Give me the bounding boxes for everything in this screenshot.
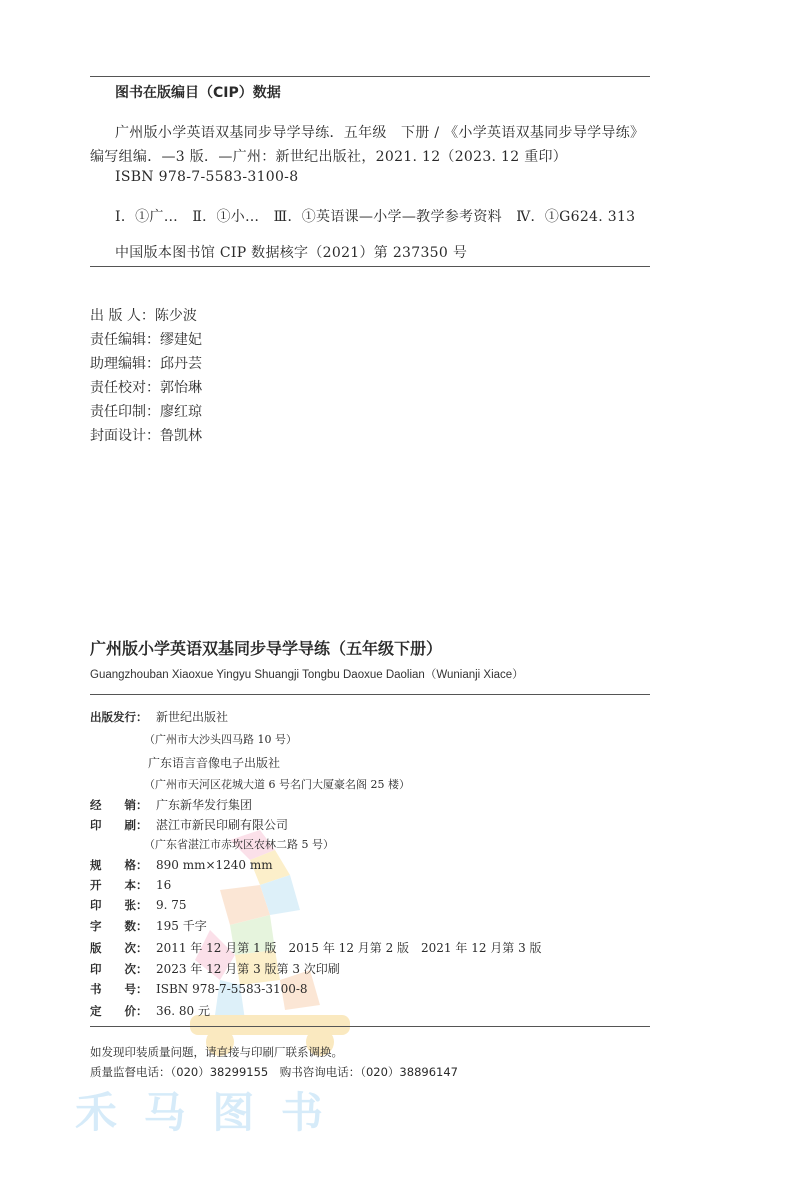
publisher-address-2: （广州市天河区花城大道 6 号名门大厦豪名阁 25 楼） xyxy=(144,778,410,791)
cip-bottom-rule xyxy=(90,266,650,267)
price-value: 36. 80 元 xyxy=(156,1004,210,1018)
staff-row xyxy=(90,305,197,325)
imprint-bottom-rule xyxy=(90,1026,650,1027)
distributor-name: 广东新华发行集团 xyxy=(156,798,253,812)
imprint-label: 版 次： xyxy=(90,941,148,955)
staff-name: 廖红琼 xyxy=(160,404,202,420)
imprint-price xyxy=(90,1002,210,1019)
book-title-pinyin: Guangzhouban Xiaoxue Yingyu Shuangji Tongbu Daoxue Daolian（Wunianji Xiace） xyxy=(90,669,524,681)
imprint-label: 字 数： xyxy=(90,919,148,933)
cip-top-rule xyxy=(90,76,650,77)
imprint-label: 印 张： xyxy=(90,898,148,912)
imprint-publisher xyxy=(90,708,228,725)
imprint-words xyxy=(90,917,207,934)
sheets-value: 9. 75 xyxy=(156,898,187,912)
imprint-label: 出版发行： xyxy=(90,710,148,724)
staff-role: 封面设计： xyxy=(90,428,160,444)
imprint-edition xyxy=(90,939,542,956)
printer-address: （广东省湛江市赤坎区农林二路 5 号） xyxy=(144,838,334,851)
imprint-kai xyxy=(90,877,171,893)
imprint-label: 书 号： xyxy=(90,982,148,996)
imprint-top-rule xyxy=(90,694,650,695)
isbn-value: ISBN 978-7-5583-3100-8 xyxy=(156,982,308,996)
edition-value: 2011 年 12 月第 1 版 2015 年 12 月第 2 版 2021 年 12 月第 3 版 xyxy=(156,941,542,955)
imprint-sheets xyxy=(90,897,187,913)
staff-name: 邱丹芸 xyxy=(160,356,202,372)
book-title: 广州版小学英语双基同步导学导练（五年级下册） xyxy=(90,639,443,658)
cip-heading: 图书在版编目（CIP）数据 xyxy=(115,85,281,101)
imprint-isbn xyxy=(90,981,308,997)
staff-role: 责任印制： xyxy=(90,404,160,420)
kai-value: 16 xyxy=(156,878,172,892)
cip-description-line2: 编写组编．—3 版．—广州：新世纪出版社，2021. 12（2023. 12 重印） xyxy=(90,149,568,165)
publisher-name-2: 广东语言音像电子出版社 xyxy=(148,756,281,770)
contact-phones: 质量监督电话：（020）38299155 购书咨询电话：（020）38896147 xyxy=(90,1065,458,1079)
staff-row xyxy=(90,377,202,397)
staff-name: 缪建妃 xyxy=(160,332,202,348)
watermark-text: 禾 马 图 书 xyxy=(75,1088,329,1137)
cip-record-number: 中国版本图书馆 CIP 数据核字（2021）第 237350 号 xyxy=(115,245,468,261)
imprint-printer xyxy=(90,816,288,833)
staff-name: 鲁凯林 xyxy=(160,428,202,444)
printing-value: 2023 年 12 月第 3 版第 3 次印刷 xyxy=(156,962,340,976)
staff-row xyxy=(90,425,202,445)
staff-name: 郭怡琳 xyxy=(160,380,202,396)
printer-name: 湛江市新民印刷有限公司 xyxy=(156,818,289,832)
staff-name: 陈少波 xyxy=(154,308,197,324)
cip-isbn: ISBN 978-7-5583-3100-8 xyxy=(115,169,299,185)
imprint-label: 定 价： xyxy=(90,1004,148,1018)
words-value: 195 千字 xyxy=(156,919,207,933)
cip-description-line1: 广州版小学英语双基同步导学导练．五年级 下册 / 《小学英语双基同步导学导练》 xyxy=(115,125,645,141)
publisher-address: （广州市大沙头四马路 10 号） xyxy=(144,733,297,746)
imprint-format xyxy=(90,857,273,873)
imprint-printing xyxy=(90,960,340,977)
staff-row xyxy=(90,401,202,421)
imprint-label: 印 刷： xyxy=(90,818,148,832)
staff-role: 出 版 人： xyxy=(90,308,155,324)
cip-classification: Ⅰ．①广… Ⅱ．①小… Ⅲ．①英语课—小学—教学参考资料 Ⅳ．①G624. 313 xyxy=(115,209,636,225)
imprint-label: 印 次： xyxy=(90,962,148,976)
imprint-label: 规 格： xyxy=(90,858,148,872)
staff-row xyxy=(90,329,202,349)
format-value: 890 mm×1240 mm xyxy=(156,858,273,872)
quality-notice: 如发现印装质量问题，请直接与印刷厂联系调换。 xyxy=(90,1045,343,1059)
staff-role: 助理编辑： xyxy=(90,356,160,372)
staff-role: 责任编辑： xyxy=(90,332,160,348)
staff-row xyxy=(90,353,202,373)
imprint-label: 开 本： xyxy=(90,878,148,892)
publisher-name: 新世纪出版社 xyxy=(156,710,229,724)
imprint-label: 经 销： xyxy=(90,798,148,812)
staff-role: 责任校对： xyxy=(90,380,160,396)
imprint-distributor xyxy=(90,796,252,813)
